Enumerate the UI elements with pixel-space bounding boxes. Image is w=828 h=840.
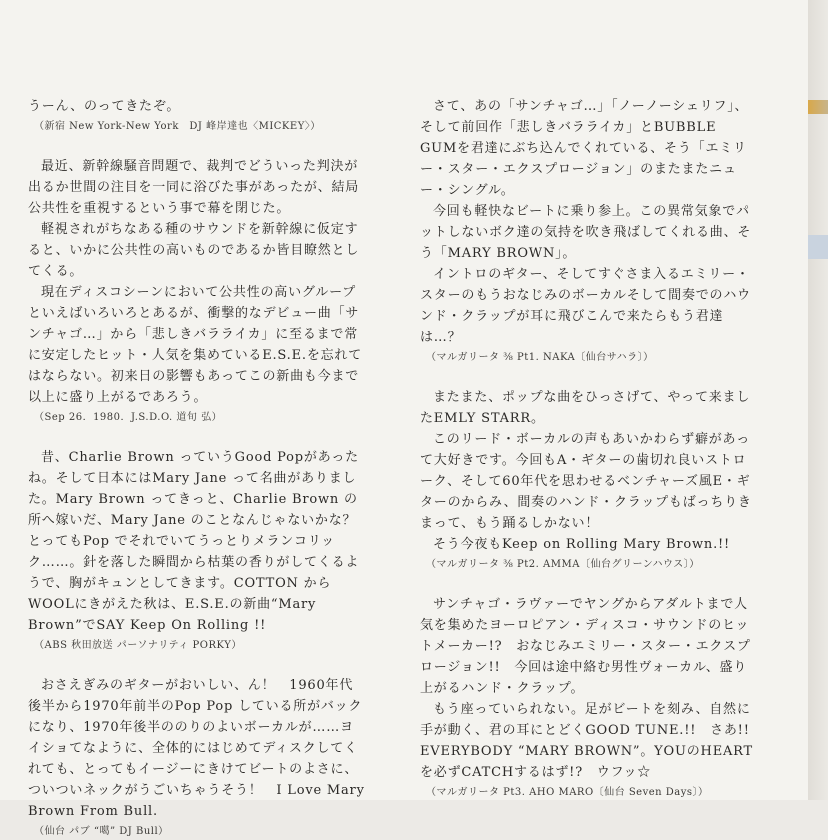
comment-text: 現在ディスコシーンにおいて公共性の高いグループといえばいろいろとあるが、衝撃的なデビュー曲「サンチャゴ…」から「悲しきバラライカ」に至るまで常に安定したヒット・人気を集めているE.S.E.を忘れてはならない。初来日の影響もあってこの新曲も今まで以上に盛り上がるであろう。: [28, 285, 363, 405]
comment-credit: （マルガリータ ⅜ Pt1. NAKA〔仙台サハラ〕）: [426, 352, 654, 363]
comment-credit: （マルガリータ ⅜ Pt2. AMMA〔仙台グリーンハウス〕）: [426, 559, 700, 570]
comment-credit: （Sep 26．1980．J.S.D.O. 道旬 弘）: [34, 412, 223, 423]
sleeve-edge: [808, 0, 828, 800]
comment-credit: （マルガリータ Pt3. AHO MARO〔仙台 Seven Days〕）: [426, 787, 709, 798]
comment-block-porky: [28, 447, 371, 654]
right-column: [420, 96, 758, 801]
comment-block-amma: [420, 387, 758, 573]
comment-block-aho-maro: [420, 594, 758, 801]
edge-color-stripe-blue: [808, 235, 828, 259]
comment-text: そう今夜もKeep on Rolling Mary Brown.!!: [433, 537, 731, 552]
comment-text: イントロのギター、そしてすぐさま入るエミリー・スターのもうおなじみのボーカルそして間奏でのハウンド・クラップが耳に飛びこんで来たらもう君達は…？: [420, 267, 751, 345]
comment-credit: （新宿 New York-New York DJ 峰岸達也〈MICKEY〉）: [34, 121, 321, 132]
comment-text: 今回も軽快なビートに乗り参上。この異常気象でパットしないボク達の気持を吹き飛ばしてくれる曲、そう「MARY BROWN」。: [420, 204, 752, 261]
comment-text: もう座っていられない。足がビートを刻み、自然に手が動く、君の耳にとどくGOOD TUNE.!! さあ!! EVERYBODY “MARY BROWN”。YOUのHEARTを必ずCATCHするはず!? ウフッ☆: [420, 702, 753, 780]
comment-block-bull: [28, 675, 366, 840]
comment-text: サンチャゴ・ラヴァーでヤングからアダルトまで人気を集めたヨーロピアン・ディスコ・サウンドのヒットメーカー!? おなじみエミリー・スター・エクスプロージョン!! 今回は途中絡む男性ヴォーカル、盛り上がるハンド・クラップ。: [420, 597, 751, 696]
comment-text: このリード・ボーカルの声もあいかわらず癖があって大好きです。今回もA・ギターの歯切れ良いストローク、そして60年代を思わせるベンチャーズ風E・ギターのからみ、間奏のハンド・クラップもばっちりきまって、もう踊るしかない！: [420, 432, 752, 531]
comment-text: さて、あの「サンチャゴ…」「ノーノーシェリフ」、そして前回作「悲しきバラライカ」とBUBBLE GUMを君達にぶち込んでくれている、そう「エミリー・スター・エクスプロージョン」のまたまたニュー・シングル。: [420, 99, 749, 198]
left-column: [28, 96, 371, 840]
comment-credit: （仙台 パブ “噶” DJ Bull）: [34, 826, 169, 837]
comment-block-mickey: [28, 96, 366, 135]
comment-text: おさえぎみのギターがおいしい、ん！ 1960年代後半から1970年前半のPop Pop している所がバックになり、1970年後半ののりのよいボーカルが……ヨイショてなように、全体的にはじめてディスクしてくれても、とってもイージーにきけてビートのよさに、ついついネックがうごいちゃうそう！ I Love Mary Brown From Bull.: [28, 678, 365, 819]
comment-text: 軽視されがちなある種のサウンドを新幹線に仮定すると、いかに公共性の高いものであるか皆目瞭然としてくる。: [28, 222, 360, 279]
comment-text: 最近、新幹線騒音問題で、裁判でどういった判決が出るか世間の注目を一同に浴びた事があったが、結局公共性を重視するという事で幕を閉じた。: [28, 159, 360, 216]
comment-text: うーん、のってきたぞ。: [28, 99, 181, 114]
comment-block-naka: [420, 96, 758, 366]
comment-text: 昔、Charlie Brown っていうGood Popがあったね。そして日本にはMary Jane って名曲がありました。Mary Brown ってきっと、Charlie Brown の所へ嫁いだ、Mary Jane のことなんじゃないかな？ とってもPop でそれでいてうっとりメランコリック……。針を落した瞬間から枯葉の香りがしてくるようで、胸がキュンとしてきます。COTTON からWOOLにきがえた秋は、E.S.E.の新曲“Mary Brown”でSAY Keep On Rolling !!: [28, 450, 371, 633]
edge-color-stripe: [808, 100, 828, 114]
comment-block-jsdo: [28, 156, 366, 426]
comment-credit: （ABS 秋田放送 パーソナリティ PORKY）: [34, 640, 242, 651]
comment-text: またまた、ポップな曲をひっさげて、やって来ましたEMLY STARR。: [420, 390, 751, 426]
